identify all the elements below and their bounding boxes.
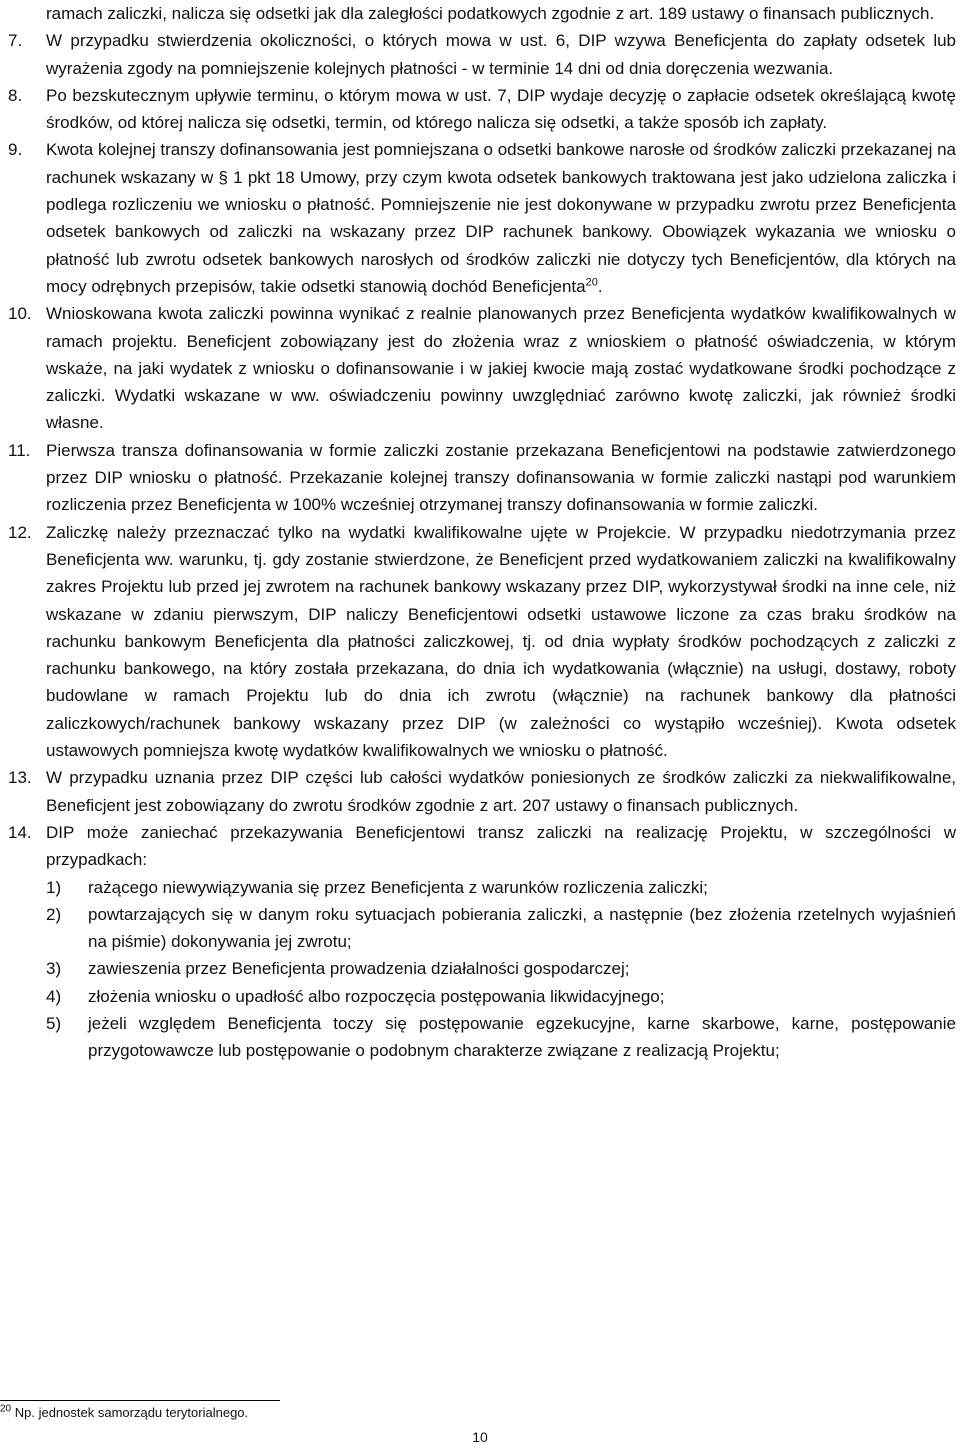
sub-item-number: 3) [46,959,62,979]
sub-item-text: powtarzających się w danym roku sytuacjach pobierania zaliczki, a następnie (bez złożenia rzetelnych wyjaśnień na piśmie) dokonywania jej zwrotu; [88,904,956,952]
sub-item-number: 4) [46,986,62,1006]
item-number: 10. [8,304,32,324]
item-text: Kwota kolejnej transzy dofinansowania jest pomniejszana o odsetki bankowe narosłe od środków zaliczki przekazanej na rachunek wskazany w § 1 pkt 18 Umowy, przy czym kwota odsetek bankowych traktowana jest jako udzielona zaliczka i podlega rozliczeniu we wniosku o płatność. Pomniejszenie nie jest dokonywane w przypadku zwrotu przez Beneficjenta odsetek bankowych od zaliczki na wskazany przez DIP rachunek bankowy. Obowiązek wykazania we wniosku o płatność lub zwrotu odsetek bankowych narosłych od środków zaliczki nie dotyczy tych Beneficjentów, dla których na mocy odrębnych przepisów, takie odsetki stanowią dochód Beneficjenta [46,140,957,296]
sub-item-text: rażącego niewywiązywania się przez Beneficjenta z warunków rozliczenia zaliczki; [88,877,708,897]
list-item-12 [8,519,956,765]
item-number: 13. [8,768,32,788]
item-text: DIP może zaniechać przekazywania Beneficjentowi transz zaliczki na realizację Projektu, w szczególności w przypadkach: [46,822,956,870]
list-item-9 [8,136,956,300]
sub-list-item-5 [8,1010,956,1065]
sub-list-item-3 [8,955,956,982]
item-number: 14. [8,822,32,842]
document-body [8,0,956,1065]
item-text: Wnioskowana kwota zaliczki powinna wynikać z realnie planowanych przez Beneficjenta wydatków kwalifikowalnych w ramach projektu. Beneficjent zobowiązany jest do złożenia wraz z wnioskiem o płatność oświadczenia, w którym wskaże, na jaki wydatek z wniosku o dofinansowanie i w jakiej kwocie mają zostać wydatkowane środki pochodzące z zaliczki. Wydatki wskazane w ww. oświadczeniu powinny uwzględniać zarówno kwotę zaliczki, jak również środki własne. [46,304,956,433]
item-number: 12. [8,522,32,542]
footnote-reference[interactable]: 20 [585,276,598,289]
sub-list-item-2 [8,901,956,956]
list-item-8 [8,82,956,137]
list-item-14 [8,819,956,874]
list-item-11 [8,437,956,519]
item-number: 11. [8,440,31,460]
page-number: 10 [472,1429,488,1445]
footnote-mark: 20 [0,1403,12,1415]
item-text: Zaliczkę należy przeznaczać tylko na wydatki kwalifikowalne ujęte w Projekcie. W przypadku niedotrzymania przez Beneficjenta ww. warunku, tj. gdy zostanie stwierdzone, że Beneficjent przed wydatkowaniem zaliczki na kwalifikowalny zakres Projektu lub przed jej zwrotem na rachunek bankowy wskazany przez DIP, wykorzystywał środki na inne cele, niż wskazane w zdaniu pierwszym, DIP naliczy Beneficjentowi odsetki ustawowe liczone za czas braku środków na rachunku bankowym Beneficjenta dla płatności zaliczkowej, tj. od dnia wypłaty środków pochodzących z zaliczki z rachunku bankowego, na który została przekazana, do dnia ich wydatkowania (włącznie) na usługi, dostawy, roboty budowlane w ramach Projektu lub do dnia ich zwrotu (włącznie) na rachunek bankowy dla płatności zaliczkowych/rachunek bankowy wskazany przez DIP (w zależności co wystąpiło wcześniej). Kwota odsetek ustawowych pomniejsza kwotę wydatków kwalifikowalnych we wniosku o płatność. [46,522,956,761]
item-number: 8. [8,85,23,105]
sub-item-number: 1) [46,877,62,897]
item-text: W przypadku uznania przez DIP części lub całości wydatków poniesionych ze środków zaliczki za niekwalifikowalne, Beneficjent jest zobowiązany do zwrotu środków zgodnie z art. 207 ustawy o finansach publicznych. [46,768,956,815]
list-item-13 [8,764,956,819]
footnote [0,1404,600,1422]
footnote-separator [0,1400,280,1401]
item-text: Po bezskutecznym upływie terminu, o którym mowa w ust. 7, DIP wydaje decyzję o zapłacie odsetek określającą kwotę środków, od której nalicza się odsetki, termin, od którego nalicza się odsetki, a także sposób ich zapłaty. [46,85,956,133]
item-text-end: . [597,276,603,296]
sub-item-number: 5) [46,1013,62,1033]
list-item-7 [8,27,956,82]
sub-item-number: 2) [46,904,62,924]
item-text-wrapper [46,136,956,300]
sub-item-text: jeżeli względem Beneficjenta toczy się postępowanie egzekucyjne, karne skarbowe, karne, postępowanie przygotowawcze lub postępowanie o podobnym charakterze związane z realizacją Projektu; [88,1013,956,1061]
sub-item-text: złożenia wniosku o upadłość albo rozpoczęcia postępowania likwidacyjnego; [88,986,665,1006]
sub-item-text: zawieszenia przez Beneficjenta prowadzenia działalności gospodarczej; [88,959,630,979]
item-number: 9. [8,140,23,160]
item-number: 7. [8,31,23,51]
sub-list-item-4 [8,983,956,1010]
item-text: W przypadku stwierdzenia okoliczności, o których mowa w ust. 6, DIP wzywa Beneficjenta do zapłaty odsetek lub wyrażenia zgody na pomniejszenie kolejnych płatności - w terminie 14 dni od dnia doręczenia wezwania. [46,31,956,78]
footnote-text: Np. jednostek samorządu terytorialnego. [11,1405,249,1420]
list-item-10 [8,300,956,436]
sub-list-item-1 [8,874,956,901]
item-text: Pierwsza transza dofinansowania w formie zaliczki zostanie przekazana Beneficjentowi na podstawie zatwierdzonego przez DIP wniosku o płatność. Przekazanie kolejnej transzy dofinansowania w formie zaliczki nastąpi pod warunkiem rozliczenia przez Beneficjenta w 100% wcześniej otrzymanej transzy dofinansowania w formie zaliczki. [46,440,956,515]
continued-paragraph: ramach zaliczki, nalicza się odsetki jak dla zaległości podatkowych zgodnie z art. 189 ustawy o finansach publicznych. [46,4,935,23]
sub-list [8,874,956,1065]
